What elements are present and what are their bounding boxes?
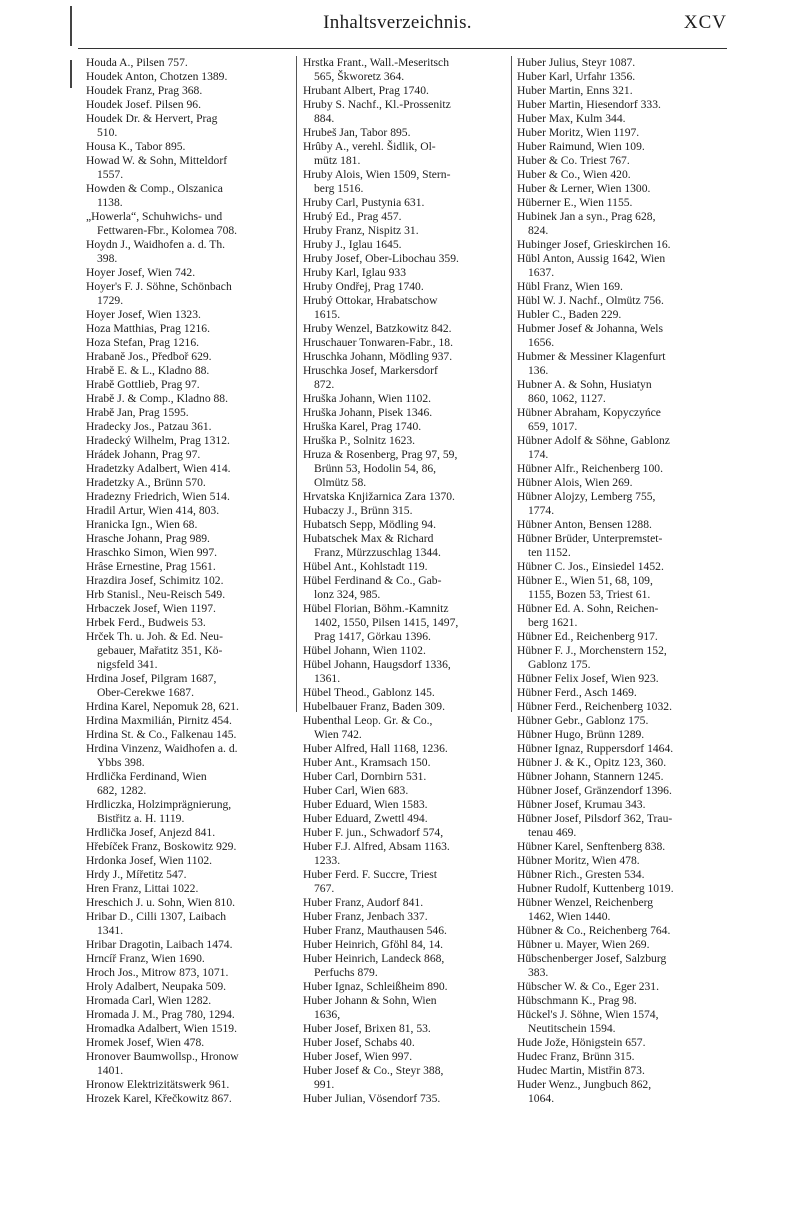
index-entry-line: Hoza Stefan, Prag 1216. <box>86 336 200 349</box>
index-entry-line: Olmütz 58. <box>314 476 367 489</box>
index-entry-line: Hrabĕ Jan, Prag 1595. <box>86 406 189 419</box>
index-entry-line: Houdek Dr. & Hervert, Prag <box>86 112 218 125</box>
index-entry-line: 1402, 1550, Pilsen 1415, 1497, <box>314 616 459 629</box>
index-entry-line: Brünn 53, Hodolin 54, 86, <box>314 462 437 475</box>
index-entry-line: Huber Karl, Urfahr 1356. <box>517 70 636 83</box>
index-entry-line: Hrûby A., verehl. Šidlik, Ol- <box>303 140 436 153</box>
index-entry-line: Hubatschek Max & Richard <box>303 532 434 545</box>
index-entry-line: Huber Franz, Jenbach 337. <box>303 910 428 923</box>
index-entry-line: 1637. <box>528 266 555 279</box>
page-number: XCV <box>683 12 727 33</box>
index-entry-line: Hubenthal Leop. Gr. & Co., <box>303 714 433 727</box>
index-entry-line: Gablonz 175. <box>528 658 591 671</box>
index-entry-line: Huber Martin, Hiesendorf 333. <box>517 98 661 111</box>
index-entry-line: Hubaczy J., Brünn 315. <box>303 504 413 517</box>
index-entry-line: Huber & Lerner, Wien 1300. <box>517 182 651 195</box>
index-entry-line: Hubmer Josef & Johanna, Wels <box>517 322 664 335</box>
index-entry-line: Hruschka Josef, Markersdorf <box>303 364 438 377</box>
index-entry-line: Hribar D., Cilli 1307, Laibach <box>86 910 227 923</box>
index-entry-line: Huber Martin, Enns 321. <box>517 84 633 97</box>
index-entry-line: Hromek Josef, Wien 478. <box>86 1036 205 1049</box>
index-entry-line: Hraschko Simon, Wien 997. <box>86 546 218 559</box>
index-entry-line: 860, 1062, 1127. <box>528 392 606 405</box>
index-entry-line: 1401. <box>97 1064 124 1077</box>
index-entry-line: Hubelbauer Franz, Baden 309. <box>303 700 445 713</box>
index-entry-line: Hoyer Josef, Wien 742. <box>86 266 196 279</box>
index-entry-line: Hübscher W. & Co., Eger 231. <box>517 980 660 993</box>
index-entry-line: Hübner Johann, Stannern 1245. <box>517 770 664 783</box>
index-entry-line: berg 1621. <box>528 616 578 629</box>
index-entry-line: Hřebíček Franz, Boskowitz 929. <box>86 840 237 853</box>
index-entry-line: Hübner Ferd., Asch 1469. <box>517 686 637 699</box>
index-entry-line: 1233. <box>314 854 341 867</box>
index-entry-line: Hoyer Josef, Wien 1323. <box>86 308 201 321</box>
index-entry-line: Hoydn J., Waidhofen a. d. Th. <box>86 238 226 251</box>
index-entry-line: 1729. <box>97 294 124 307</box>
index-column-1 <box>86 56 296 1106</box>
index-entry-line: Neutitschein 1594. <box>528 1022 616 1035</box>
index-entry-line: Hübner Alois, Wien 269. <box>517 476 633 489</box>
index-entry-line: Howden & Comp., Olszanica <box>86 182 223 195</box>
index-entry-line: Hübel Florian, Böhm.-Kamnitz <box>303 602 449 615</box>
index-entry-line: Hrdina Josef, Pilgram 1687, <box>86 672 217 685</box>
index-entry-line: 682, 1282. <box>97 784 147 797</box>
index-entry-line: tenau 469. <box>528 826 577 839</box>
index-entry-line: Hübner Alfr., Reichenberg 100. <box>517 462 663 475</box>
index-entry-line: Hübner Brüder, Unterpremstet- <box>517 532 663 545</box>
index-entry-line: Hren Franz, Littai 1022. <box>86 882 199 895</box>
index-entry-line: Hrdina St. & Co., Falkenau 145. <box>86 728 237 741</box>
index-entry-line: Hübner & Co., Reichenberg 764. <box>517 924 671 937</box>
index-entry-line: Hrdina Maxmilián, Pirnitz 454. <box>86 714 232 727</box>
index-entry-line: Hribar Dragotin, Laibach 1474. <box>86 938 233 951</box>
index-entry-line: Hübel Johann, Haugsdorf 1336, <box>303 658 451 671</box>
index-entry-line: Huber Carl, Dornbirn 531. <box>303 770 427 783</box>
index-entry-line: Hübner E., Wien 51, 68, 109, <box>517 574 653 587</box>
index-column-3 <box>517 56 727 1106</box>
index-entry-line: Hrubý Ed., Prag 457. <box>303 210 402 223</box>
index-entry-line: Houdek Anton, Chotzen 1389. <box>86 70 228 83</box>
index-entry-line: 1557. <box>97 168 124 181</box>
index-entry-line: Hübner Anton, Bensen 1288. <box>517 518 652 531</box>
index-entry-line: Hromadka Adalbert, Wien 1519. <box>86 1022 237 1035</box>
index-entry-line: Hruška Karel, Prag 1740. <box>303 420 422 433</box>
index-entry-line: Hruschka Johann, Mödling 937. <box>303 350 453 363</box>
index-entry-line: 1138. <box>97 196 123 209</box>
index-entry-line: Hübel Theod., Gablonz 145. <box>303 686 435 699</box>
index-entry-line: Hübner Ignaz, Ruppersdorf 1464. <box>517 742 674 755</box>
index-entry-line: 510. <box>97 126 118 139</box>
index-entry-line: Huber Heinrich, Gföhl 84, 14. <box>303 938 444 951</box>
index-entry-line: 884. <box>314 112 335 125</box>
index-entry-line: Hübner Adolf & Söhne, Gablonz <box>517 434 670 447</box>
index-entry-line: Hruška Johann, Pisek 1346. <box>303 406 433 419</box>
index-entry-line: Hubler C., Baden 229. <box>517 308 622 321</box>
index-entry-line: Hude Jože, Hönigstein 657. <box>517 1036 646 1049</box>
index-entry-line: Hradetzky A., Brünn 570. <box>86 476 206 489</box>
index-entry-line: Hranicka Ign., Wien 68. <box>86 518 198 531</box>
index-entry-line: 1774. <box>528 504 555 517</box>
index-entry-line: Houda A., Pilsen 757. <box>86 56 188 69</box>
index-entry-line: Hruška Johann, Wien 1102. <box>303 392 432 405</box>
index-entry-line: Perfuchs 879. <box>314 966 378 979</box>
index-entry-line: Huber Moritz, Wien 1197. <box>517 126 640 139</box>
index-entry-line: Hradecky Jos., Patzau 361. <box>86 420 212 433</box>
index-entry-line: lonz 324, 985. <box>314 588 381 601</box>
index-entry-line: Houdek Josef. Pilsen 96. <box>86 98 201 111</box>
index-entry-line: Hradil Artur, Wien 414, 803. <box>86 504 220 517</box>
index-entry-line: Houdek Franz, Prag 368. <box>86 84 203 97</box>
index-entry-line: Hrdlička Ferdinand, Wien <box>86 770 207 783</box>
index-entry-line: 1341. <box>97 924 124 937</box>
index-entry-line: Huber Julius, Steyr 1087. <box>517 56 636 69</box>
index-entry-line: Hrdy J., Mířetitz 547. <box>86 868 187 881</box>
index-entry-line: Hübner J. & K., Opitz 123, 360. <box>517 756 667 769</box>
index-entry-line: Hübner Hugo, Brünn 1289. <box>517 728 645 741</box>
index-entry-line: Hübner Ferd., Reichenberg 1032. <box>517 700 672 713</box>
index-entry-line: Hübner Josef, Gränzendorf 1396. <box>517 784 672 797</box>
index-entry-line: Hrb Stanisl., Neu-Reisch 549. <box>86 588 226 601</box>
index-entry-line: Hübl Anton, Aussig 1642, Wien <box>517 252 666 265</box>
index-entry-line: 1656. <box>528 336 555 349</box>
index-entry-line: Hrasche Johann, Prag 989. <box>86 532 210 545</box>
index-entry-line: Hrstka Frant., Wall.-Meseritsch <box>303 56 449 69</box>
index-entry-line: Hruby Karl, Iglau 933 <box>303 266 407 279</box>
index-entry-line: Huber Johann & Sohn, Wien <box>303 994 437 1007</box>
index-entry-line: Fettwaren-Fbr., Kolomea 708. <box>97 224 238 237</box>
index-entry-line: Bistřitz a. H. 1119. <box>97 812 185 825</box>
index-entry-line: Hübner Moritz, Wien 478. <box>517 854 640 867</box>
header-rule <box>78 48 727 49</box>
index-entry-line: Hronover Baumwollsp., Hronow <box>86 1050 239 1063</box>
index-entry-line: Hübel Johann, Wien 1102. <box>303 644 426 657</box>
index-entry-line: Hübner F. J., Morchenstern 152, <box>517 644 667 657</box>
index-entry-line: Hubinek Jan a syn., Prag 628, <box>517 210 656 223</box>
index-entry-line: Hubner Rudolf, Kuttenberg 1019. <box>517 882 674 895</box>
index-entry-line: Hruby S. Nachf., Kl.-Prossenitz <box>303 98 451 111</box>
index-entry-line: nigsfeld 341. <box>97 658 158 671</box>
index-entry-line: Hruby J., Iglau 1645. <box>303 238 402 251</box>
index-entry-line: Hruby Franz, Nispitz 31. <box>303 224 419 237</box>
index-entry-line: Hrabĕ E. & L., Kladno 88. <box>86 364 210 377</box>
index-entry-line: Hüberner E., Wien 1155. <box>517 196 633 209</box>
index-entry-line: 1361. <box>314 672 341 685</box>
index-entry-line: Hrvatska Knjižarnica Zara 1370. <box>303 490 455 503</box>
index-entry-line: 1064. <box>528 1092 555 1105</box>
index-entry-line: 136. <box>528 364 549 377</box>
index-entry-line: 1636, <box>314 1008 341 1021</box>
index-entry-line: Hubmer & Messiner Klagenfurt <box>517 350 666 363</box>
index-entry-line: Hübel Ferdinand & Co., Gab- <box>303 574 442 587</box>
index-entry-line: Huber Josef, Schabs 40. <box>303 1036 415 1049</box>
index-entry-line: Huber & Co., Wien 420. <box>517 168 631 181</box>
index-entry-line: Huber F.J. Alfred, Absam 1163. <box>303 840 450 853</box>
index-entry-line: Hrozek Karel, Křečkowitz 867. <box>86 1092 232 1105</box>
index-entry-line: Hubatsch Sepp, Mödling 94. <box>303 518 436 531</box>
index-entry-line: Hreschich J. u. Sohn, Wien 810. <box>86 896 236 909</box>
index-entry-line: 398. <box>97 252 118 265</box>
index-entry-line: 872. <box>314 378 335 391</box>
index-entry-line: ten 1152. <box>528 546 571 559</box>
index-entry-line: Huber Heinrich, Landeck 868, <box>303 952 445 965</box>
index-entry-line: Huber Eduard, Wien 1583. <box>303 798 428 811</box>
index-entry-line: Hrubý Ottokar, Hrabatschow <box>303 294 438 307</box>
index-entry-line: Hübner Alojzy, Lemberg 755, <box>517 490 656 503</box>
index-entry-line: Wien 742. <box>314 728 362 741</box>
column-divider <box>296 56 297 712</box>
index-entry-line: Hroch Jos., Mitrow 873, 1071. <box>86 966 229 979</box>
index-entry-line: 565, Škworetz 364. <box>314 70 405 83</box>
index-entry-line: Huber Josef & Co., Steyr 388, <box>303 1064 444 1077</box>
index-entry-line: Hruby Alois, Wien 1509, Stern- <box>303 168 451 181</box>
index-entry-line: Hubner A. & Sohn, Husiatyn <box>517 378 652 391</box>
index-entry-line: Hromada Carl, Wien 1282. <box>86 994 212 1007</box>
index-entry-line: 174. <box>528 448 549 461</box>
index-entry-line: Hrček Th. u. Joh. & Ed. Neu- <box>86 630 223 643</box>
page-title: Inhaltsverzeichnis. <box>323 12 472 33</box>
index-entry-line: Huber Eduard, Zwettl 494. <box>303 812 428 825</box>
index-entry-line: gebauer, Mařatitz 351, Kö- <box>97 644 223 657</box>
index-entry-line: Hruby Carl, Pustynia 631. <box>303 196 425 209</box>
index-entry-line: Prag 1417, Görkau 1396. <box>314 630 431 643</box>
index-entry-line: Hromada J. M., Prag 780, 1294. <box>86 1008 235 1021</box>
index-entry-line: Hrbaczek Josef, Wien 1197. <box>86 602 216 615</box>
index-entry-line: Huber Franz, Audorf 841. <box>303 896 424 909</box>
index-entry-line: Hudec Franz, Brünn 315. <box>517 1050 635 1063</box>
index-entry-line: Huber Ferd. F. Succre, Triest <box>303 868 438 881</box>
index-entry-line: 383. <box>528 966 549 979</box>
index-entry-line: Hrdlička Josef, Anjezd 841. <box>86 826 216 839</box>
index-entry-line: Hrdina Karel, Nepomuk 28, 621. <box>86 700 239 713</box>
index-entry-line: Huber Alfred, Hall 1168, 1236. <box>303 742 448 755</box>
index-entry-line: Huber Josef, Wien 997. <box>303 1050 413 1063</box>
index-entry-line: Hübner Ed., Reichenberg 917. <box>517 630 658 643</box>
index-entry-line: Hrncíř Franz, Wien 1690. <box>86 952 205 965</box>
index-entry-line: Hrabĕ J. & Comp., Kladno 88. <box>86 392 229 405</box>
index-entry-line: Hruschauer Tonwaren-Fabr., 18. <box>303 336 453 349</box>
index-entry-line: Hruza & Rosenberg, Prag 97, 59, <box>303 448 458 461</box>
index-entry-line: Hubinger Josef, Grieskirchen 16. <box>517 238 671 251</box>
index-entry-line: Hoza Matthias, Prag 1216. <box>86 322 210 335</box>
index-entry-line: Hübner u. Mayer, Wien 269. <box>517 938 650 951</box>
left-margin-mark <box>70 60 72 88</box>
left-margin-mark <box>70 6 72 46</box>
index-entry-line: Hrdliczka, Holzimprägnierung, <box>86 798 232 811</box>
index-entry-line: Hudec Martin, Mistřin 873. <box>517 1064 645 1077</box>
index-entry-line: Hübner Rich., Gresten 534. <box>517 868 645 881</box>
index-entry-line: Housa K., Tabor 895. <box>86 140 186 153</box>
index-entry-line: Hrubant Albert, Prag 1740. <box>303 84 429 97</box>
index-entry-line: Hübel Ant., Kohlstadt 119. <box>303 560 428 573</box>
index-entry-line: Huber F. jun., Schwadorf 574, <box>303 826 444 839</box>
index-entry-line: 991. <box>314 1078 335 1091</box>
index-entry-line: Hruby Ondřej, Prag 1740. <box>303 280 424 293</box>
index-entry-line: Hrdonka Josef, Wien 1102. <box>86 854 213 867</box>
index-entry-line: Huder Wenz., Jungbuch 862, <box>517 1078 652 1091</box>
index-entry-line: Huber Ignaz, Schleißheim 890. <box>303 980 448 993</box>
index-entry-line: Hübner Wenzel, Reichenberg <box>517 896 654 909</box>
page-header <box>70 12 725 40</box>
index-entry-line: Huber & Co. Triest 767. <box>517 154 630 167</box>
index-entry-line: Huber Ant., Kramsach 150. <box>303 756 431 769</box>
index-entry-line: Huber Raimund, Wien 109. <box>517 140 645 153</box>
index-entry-line: Hübner Felix Josef, Wien 923. <box>517 672 659 685</box>
index-column-2 <box>303 56 513 1106</box>
index-entry-line: 659, 1017. <box>528 420 578 433</box>
index-entry-line: Hübschenberger Josef, Salzburg <box>517 952 667 965</box>
index-entry-line: Franz, Mürzzuschlag 1344. <box>314 546 441 559</box>
index-entry-line: Hübner Karel, Senftenberg 838. <box>517 840 666 853</box>
index-entry-line: Hrâse Ernestine, Prag 1561. <box>86 560 216 573</box>
index-entry-line: 824. <box>528 224 549 237</box>
index-entry-line: Hübner C. Jos., Einsiedel 1452. <box>517 560 664 573</box>
index-entry-line: Hruby Wenzel, Batzkowitz 842. <box>303 322 452 335</box>
index-entry-line: Hübner Gebr., Gablonz 175. <box>517 714 649 727</box>
index-entry-line: Hübner Ed. A. Sohn, Reichen- <box>517 602 659 615</box>
index-entry-line: Hrdina Vinzenz, Waidhofen a. d. <box>86 742 238 755</box>
index-entry-line: Hradecký Wilhelm, Prag 1312. <box>86 434 230 447</box>
index-entry-line: Hrádek Johann, Prag 97. <box>86 448 201 461</box>
index-entry-line: mütz 181. <box>314 154 361 167</box>
index-entry-line: Hronow Elektrizitätswerk 961. <box>86 1078 230 1091</box>
index-entry-line: Hückel's J. Söhne, Wien 1574, <box>517 1008 659 1021</box>
index-entry-line: Hübschmann K., Prag 98. <box>517 994 637 1007</box>
index-entry-line: Hradetzky Adalbert, Wien 414. <box>86 462 231 475</box>
index-entry-line: Hübner Josef, Krumau 343. <box>517 798 646 811</box>
index-entry-line: Hrubeš Jan, Tabor 895. <box>303 126 411 139</box>
index-entry-line: Hruška P., Solnitz 1623. <box>303 434 416 447</box>
index-entry-line: Hübl Franz, Wien 169. <box>517 280 623 293</box>
index-entry-line: Huber Franz, Mauthausen 546. <box>303 924 447 937</box>
index-entry-line: Huber Carl, Wien 683. <box>303 784 409 797</box>
index-entry-line: 1615. <box>314 308 341 321</box>
index-entry-line: Hradezny Friedrich, Wien 514. <box>86 490 230 503</box>
index-entry-line: 1155, Bozen 53, Triest 61. <box>528 588 651 601</box>
index-entry-line: Huber Julian, Vösendorf 735. <box>303 1092 441 1105</box>
index-entry-line: Hrabanĕ Jos., Předboř 629. <box>86 350 212 363</box>
index-entry-line: Ybbs 398. <box>97 756 145 769</box>
index-entry-line: berg 1516. <box>314 182 364 195</box>
index-entry-line: Ober-Cerekwe 1687. <box>97 686 194 699</box>
index-entry-line: Hroly Adalbert, Neupaka 509. <box>86 980 227 993</box>
index-entry-line: 767. <box>314 882 335 895</box>
index-entry-line: „Howerla“, Schuhwichs- und <box>86 210 223 223</box>
index-entry-line: Howad W. & Sohn, Mitteldorf <box>86 154 228 167</box>
index-entry-line: Hübner Abraham, Kopyczyńce <box>517 406 661 419</box>
index-entry-line: Hrazdira Josef, Schimitz 102. <box>86 574 224 587</box>
index-entry-line: Hübl W. J. Nachf., Olmütz 756. <box>517 294 664 307</box>
index-entry-line: Hübner Josef, Pilsdorf 362, Trau- <box>517 812 673 825</box>
index-entry-line: Hoyer's F. J. Söhne, Schönbach <box>86 280 232 293</box>
index-entry-line: Hruby Josef, Ober-Libochau 359. <box>303 252 459 265</box>
index-entry-line: Hrabĕ Gottlieb, Prag 97. <box>86 378 200 391</box>
index-entry-line: Huber Josef, Brixen 81, 53. <box>303 1022 431 1035</box>
index-entry-line: Hrbek Ferd., Budweis 53. <box>86 616 206 629</box>
index-entry-line: Huber Max, Kulm 344. <box>517 112 626 125</box>
index-entry-line: 1462, Wien 1440. <box>528 910 611 923</box>
